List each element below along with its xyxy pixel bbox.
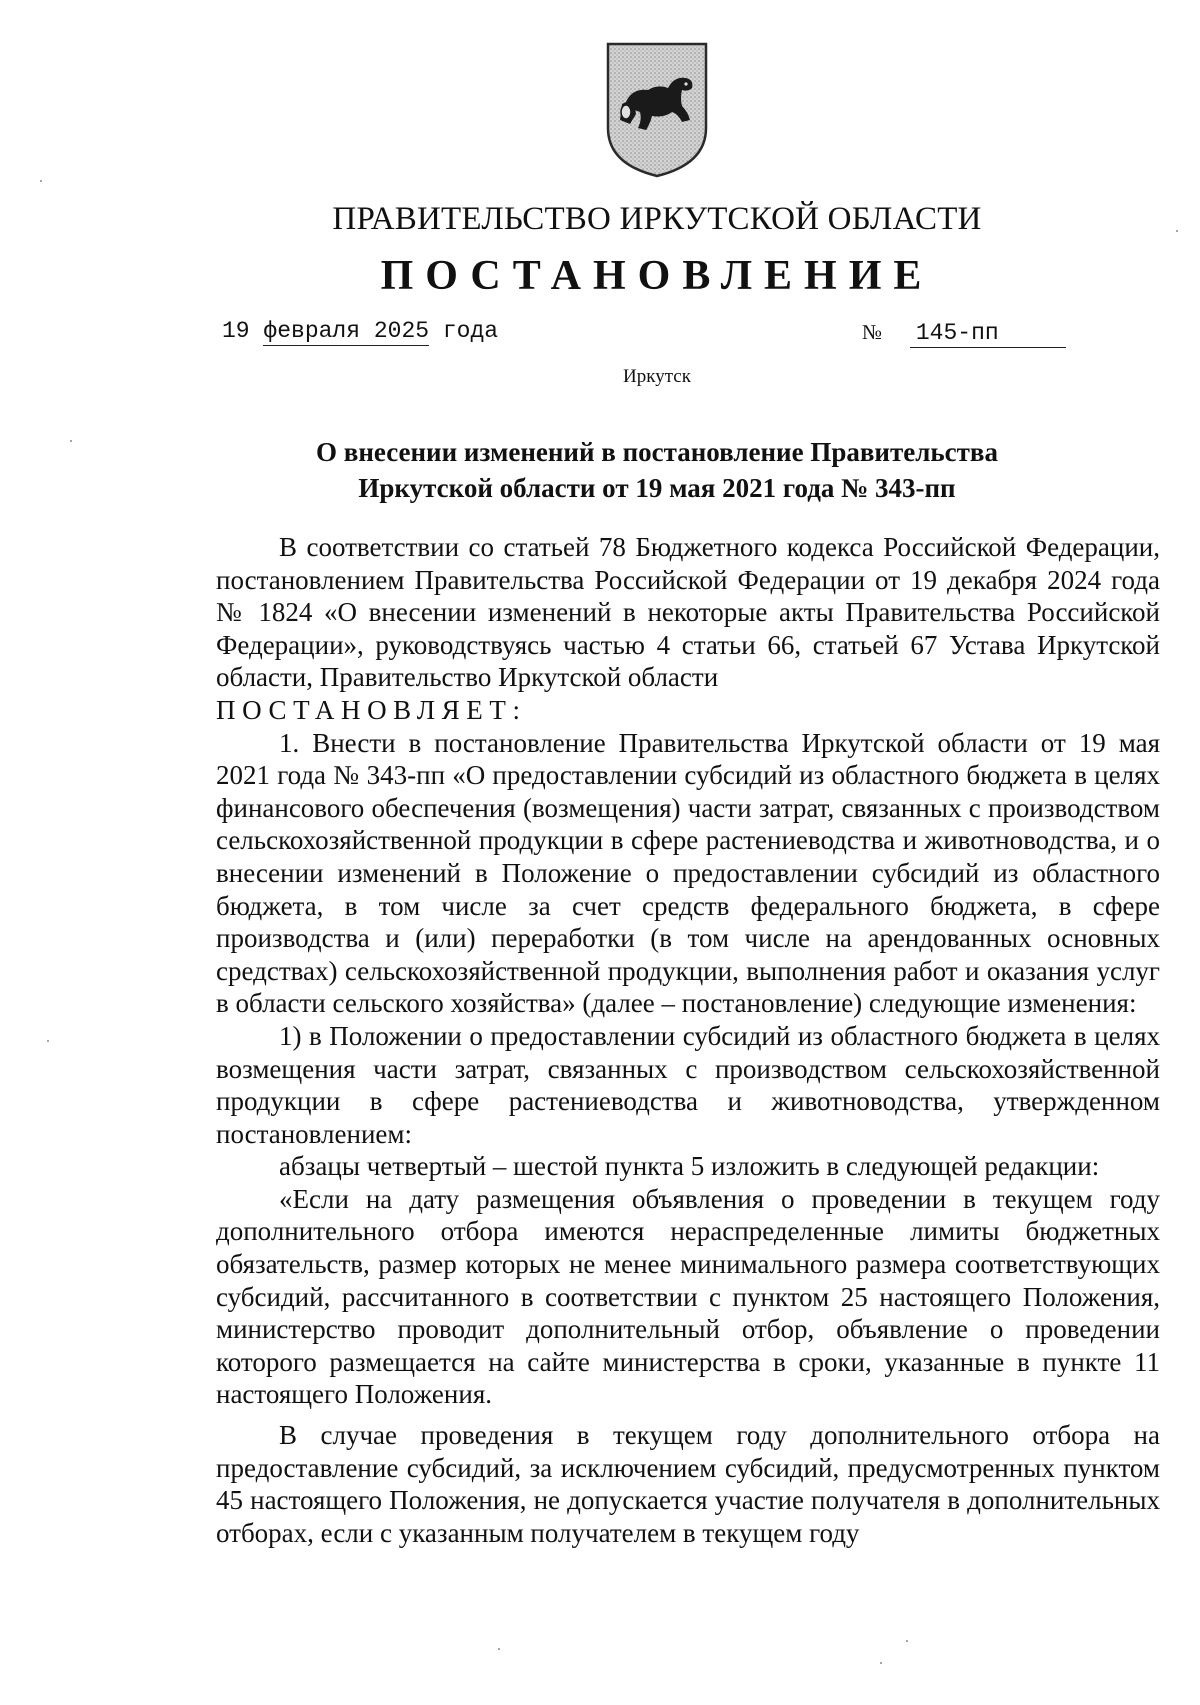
coat-of-arms-icon	[602, 40, 712, 180]
paragraph-subitem-1: 1) в Положении о предоставлении субсидий из областного бюджета в целях возмещения части затрат, связанных с производством сельскохозяйственной продукции в сфере растениеводства и животноводства, утвержденном постановлением:	[216, 1020, 1160, 1149]
paragraph-item-1: 1. Внести в постановление Правительства Иркутской области от 19 мая 2021 года № 343-пп «О предоставлении субсидий из областного бюджета в целях финансового обеспечения (возмещения) части затрат, связанных с производством сельскохозяйственной продукции в сфере растениеводства и животноводства, и о внесении изменений в Положение о предоставлении субсидий из областного бюджета, в том числе за счет средств федерального бюджета, в сфере производства и (или) переработки (в том числе на арендованных основных средствах) сельскохозяйственной продукции, выполнения работ и оказания услуг в области сельского хозяйства» (далее – постановление) следующие изменения:	[216, 727, 1160, 1019]
date-day: 19	[222, 318, 250, 344]
subject-line-1: О внесении изменений в постановление Правительства	[316, 437, 998, 467]
date-suffix: года	[442, 318, 499, 344]
date-month-year: февраля 2025	[263, 318, 430, 344]
government-name: ПРАВИТЕЛЬСТВО ИРКУТСКОЙ ОБЛАСТИ	[332, 201, 982, 237]
document-date	[222, 318, 498, 344]
document-subject	[250, 434, 1064, 506]
document-type-title: ПОСТАНОВЛЕНИЕ	[380, 253, 934, 299]
number-value: 145-пп	[910, 320, 1066, 348]
scan-speck	[498, 1648, 500, 1650]
scan-speck	[40, 180, 42, 182]
city-name: Иркутск	[623, 366, 691, 387]
paragraph-paragraphs-note: абзацы четвертый – шестой пункта 5 изложить в следующей редакции:	[279, 1151, 1100, 1182]
scan-speck	[1176, 230, 1178, 232]
scan-speck	[880, 1662, 882, 1664]
number-sign: №	[862, 320, 883, 344]
paragraph-preamble: В соответствии со статьей 78 Бюджетного кодекса Российской Федерации, постановлением Правительства Российской Федерации от 19 декабря 2024 года № 1824 «О внесении изменений в некоторые акты Правительства Российской Федерации», руководствуясь частью 4 статьи 66, статьей 67 Устава Иркутской области, Правительство Иркутской области	[216, 532, 1160, 693]
document-body	[216, 531, 1160, 1549]
paragraph-quote-1: «Если на дату размещения объявления о проведении в текущем году дополнительного отбора имеются нераспределенные лимиты бюджетных обязательств, размер которых не менее минимального размера соответствующих субсидий, рассчитанного в соответствии с пунктом 25 настоящего Положения, министерство проводит дополнительный отбор, объявление о проведении которого размещается на сайте министерства в сроки, указанные в пункте 11 настоящего Положения.	[216, 1183, 1160, 1410]
paragraph-decree-word: ПОСТАНОВЛЯЕТ:	[216, 694, 527, 725]
scan-speck	[47, 1040, 49, 1042]
document-number	[862, 320, 1066, 348]
paragraph-quote-2: В случае проведения в текущем году дополнительного отбора на предоставление субсидий, за исключением субсидий, предусмотренных пунктом 45 настоящего Положения, не допускается участие получателя в дополнительных отборах, если с указанным получателем в текущем году	[216, 1420, 1160, 1548]
scan-speck	[70, 440, 72, 442]
scan-speck	[906, 1640, 908, 1642]
subject-line-2: Иркутской области от 19 мая 2021 года № 343-пп	[358, 473, 956, 503]
